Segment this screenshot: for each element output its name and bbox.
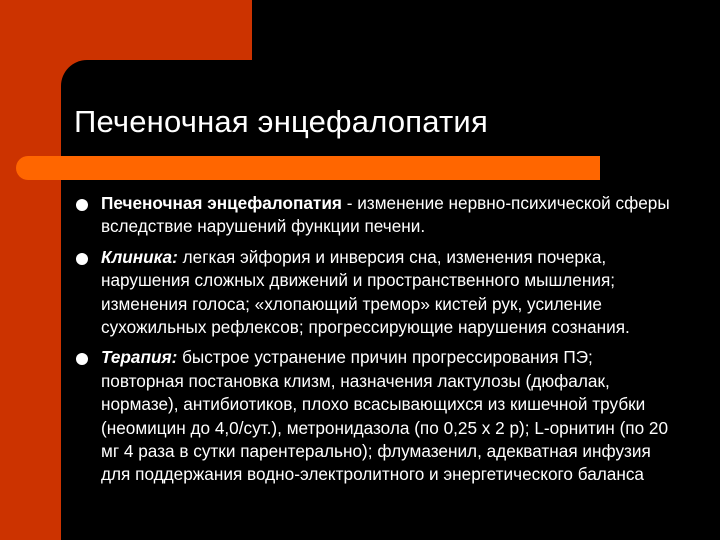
- bullet-dot-icon: [76, 353, 88, 365]
- bullet-text: легкая эйфория и инверсия сна, изменения почерка, нарушения сложных движений и пространственного мышления; изменения голоса; «хлопающий тремор» кистей рук, усиление сухожильных рефлексов; прогрессирующие нарушения сознания.: [101, 246, 630, 338]
- slide-title: Печеночная энцефалопатия: [74, 104, 488, 139]
- bullet-term: Печеночная энцефалопатия: [101, 193, 342, 213]
- bullet-term: Терапия:: [101, 347, 178, 368]
- bullet-dot-icon: [76, 199, 88, 211]
- bullet-text: быстрое устранение причин прогрессирования ПЭ; повторная постановка клизм, назначения лактулозы (дюфалак, нормазе), антибиотиков, плохо всасывающихся из кишечной трубки (неомицин до 4,0/сут.), метронидазола (по 0,25 х 2 р); L-орнитин (по 20 мг 4 раза в сутки парентерально); флумазенил, адекватная инфузия для поддержания водно-электролитного и энергетического баланса: [101, 347, 669, 485]
- bullet-item-definition: [76, 192, 676, 239]
- bullet-list: [76, 192, 676, 494]
- bullet-text: - изменение нервно-психической сферы вследствие нарушений функции печени.: [101, 193, 670, 237]
- bullet-item-clinic: [76, 246, 676, 340]
- bullet-term: Клиника:: [101, 246, 178, 267]
- bullet-dot-icon: [76, 253, 88, 265]
- bullet-item-therapy: [76, 346, 676, 486]
- title-underline-bar: [16, 156, 600, 180]
